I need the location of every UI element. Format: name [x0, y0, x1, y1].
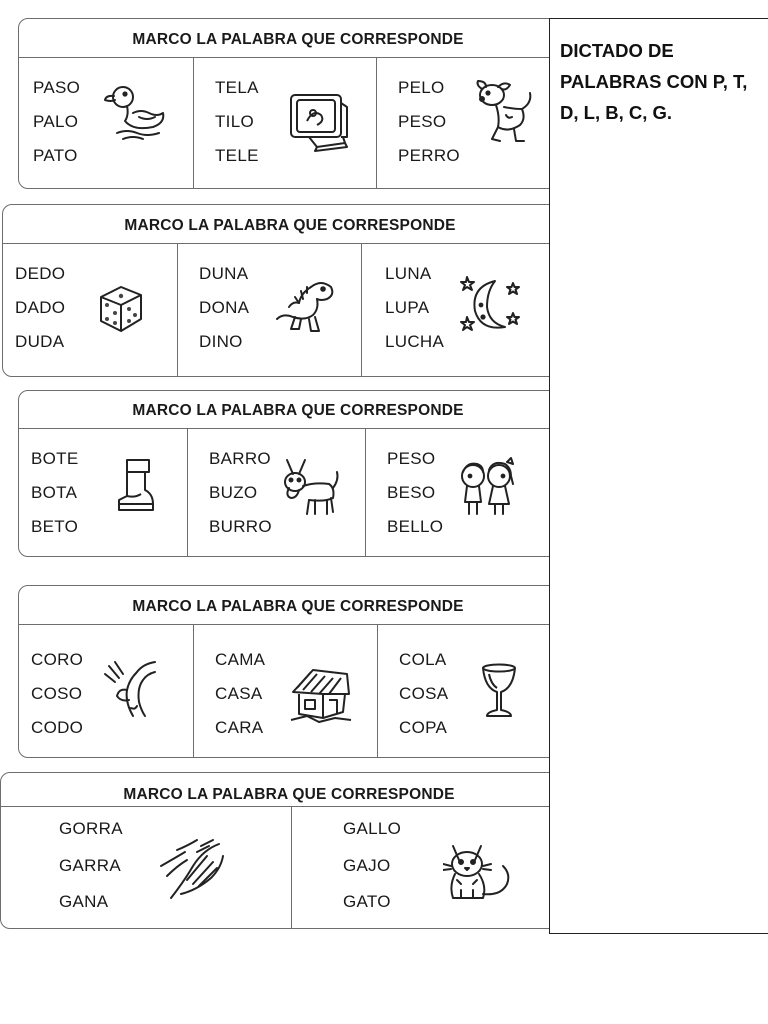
word-option[interactable]: COLA: [399, 650, 447, 669]
word-option[interactable]: CORO: [31, 650, 84, 669]
word-group-luna: [361, 243, 578, 377]
boot-icon: [115, 456, 157, 516]
cat-icon: [443, 836, 517, 904]
word-option[interactable]: GALLO: [343, 819, 402, 838]
word-option[interactable]: DONA: [199, 298, 250, 317]
word-option[interactable]: COSA: [399, 684, 449, 703]
word-option[interactable]: BOTE: [31, 449, 79, 468]
duck-icon: [103, 83, 171, 143]
word-group-pato: [19, 57, 193, 189]
cup-icon: [479, 662, 519, 722]
word-option[interactable]: TILO: [215, 112, 254, 131]
word-option[interactable]: LUNA: [385, 264, 432, 283]
word-option[interactable]: CARA: [215, 718, 264, 737]
television-icon: [287, 91, 353, 153]
word-group-beso: [365, 428, 578, 557]
exercise-card-4: [18, 585, 578, 758]
word-option[interactable]: DADO: [15, 298, 66, 317]
donkey-icon: [275, 454, 341, 520]
word-option[interactable]: TELA: [215, 78, 259, 97]
exercise-card-1: [18, 18, 578, 189]
word-option[interactable]: GATO: [343, 892, 391, 911]
word-option[interactable]: DUNA: [199, 264, 249, 283]
word-option[interactable]: BELLO: [387, 517, 444, 536]
exercise-card-5: [0, 772, 578, 929]
exercise-title: MARCO LA PALABRA QUE CORRESPONDE: [132, 402, 464, 419]
exercise-title: MARCO LA PALABRA QUE CORRESPONDE: [123, 786, 455, 803]
dog-icon: [474, 79, 536, 149]
word-option[interactable]: GORRA: [59, 819, 123, 838]
dictation-panel: [549, 18, 768, 934]
exercise-title: MARCO LA PALABRA QUE CORRESPONDE: [132, 31, 464, 48]
word-option[interactable]: BURRO: [209, 517, 272, 536]
exercise-card-3: [18, 390, 578, 557]
word-option[interactable]: TELE: [215, 146, 259, 165]
word-option[interactable]: GARRA: [59, 855, 121, 875]
moon-icon: [459, 273, 525, 337]
house-icon: [289, 664, 353, 724]
dice-icon: [95, 283, 145, 335]
word-group-dino: [177, 243, 361, 377]
word-group-gato: [291, 806, 578, 929]
word-group-codo: [19, 624, 193, 758]
word-group-tele: [193, 57, 376, 189]
word-option[interactable]: DEDO: [15, 264, 66, 283]
word-option[interactable]: PESO: [387, 449, 436, 468]
word-group-perro: [376, 57, 578, 189]
word-group-copa: [377, 624, 578, 758]
word-option[interactable]: PERRO: [398, 146, 460, 165]
kiss-icon: [455, 456, 519, 520]
word-group-casa: [193, 624, 377, 758]
word-option[interactable]: PESO: [398, 112, 447, 131]
word-option[interactable]: LUPA: [385, 298, 430, 317]
word-option[interactable]: CODO: [31, 718, 84, 737]
word-option[interactable]: BETO: [31, 517, 79, 536]
word-group-bota: [19, 428, 187, 557]
word-option[interactable]: LUCHA: [385, 332, 445, 351]
word-option[interactable]: BOTA: [31, 483, 78, 502]
exercise-title: MARCO LA PALABRA QUE CORRESPONDE: [124, 217, 456, 234]
exercise-card-2: [2, 204, 578, 377]
word-group-garra: [1, 806, 291, 929]
word-option[interactable]: BARRO: [209, 449, 271, 468]
word-option[interactable]: CASA: [215, 684, 263, 703]
word-option[interactable]: PATO: [33, 146, 78, 165]
word-option[interactable]: BUZO: [209, 483, 258, 502]
exercise-title: MARCO LA PALABRA QUE CORRESPONDE: [132, 598, 464, 615]
word-option[interactable]: PASO: [33, 78, 81, 97]
dictation-title: DICTADO DE PALABRAS CON P, T, D, L, B, C, G.: [560, 40, 748, 123]
word-option[interactable]: GANA: [59, 892, 109, 911]
word-option[interactable]: PALO: [33, 112, 79, 131]
word-group-dado: [3, 243, 177, 377]
word-option[interactable]: GAJO: [343, 855, 391, 875]
word-option[interactable]: COPA: [399, 718, 448, 737]
word-option[interactable]: DUDA: [15, 332, 65, 351]
dinosaur-icon: [275, 279, 337, 335]
word-option[interactable]: COSO: [31, 684, 83, 703]
word-group-burro: [187, 428, 365, 557]
word-option[interactable]: BESO: [387, 483, 436, 502]
word-option[interactable]: PELO: [398, 78, 445, 97]
word-option[interactable]: CAMA: [215, 650, 266, 669]
elbow-icon: [103, 658, 159, 722]
word-option[interactable]: DINO: [199, 332, 243, 351]
claw-icon: [157, 836, 227, 902]
